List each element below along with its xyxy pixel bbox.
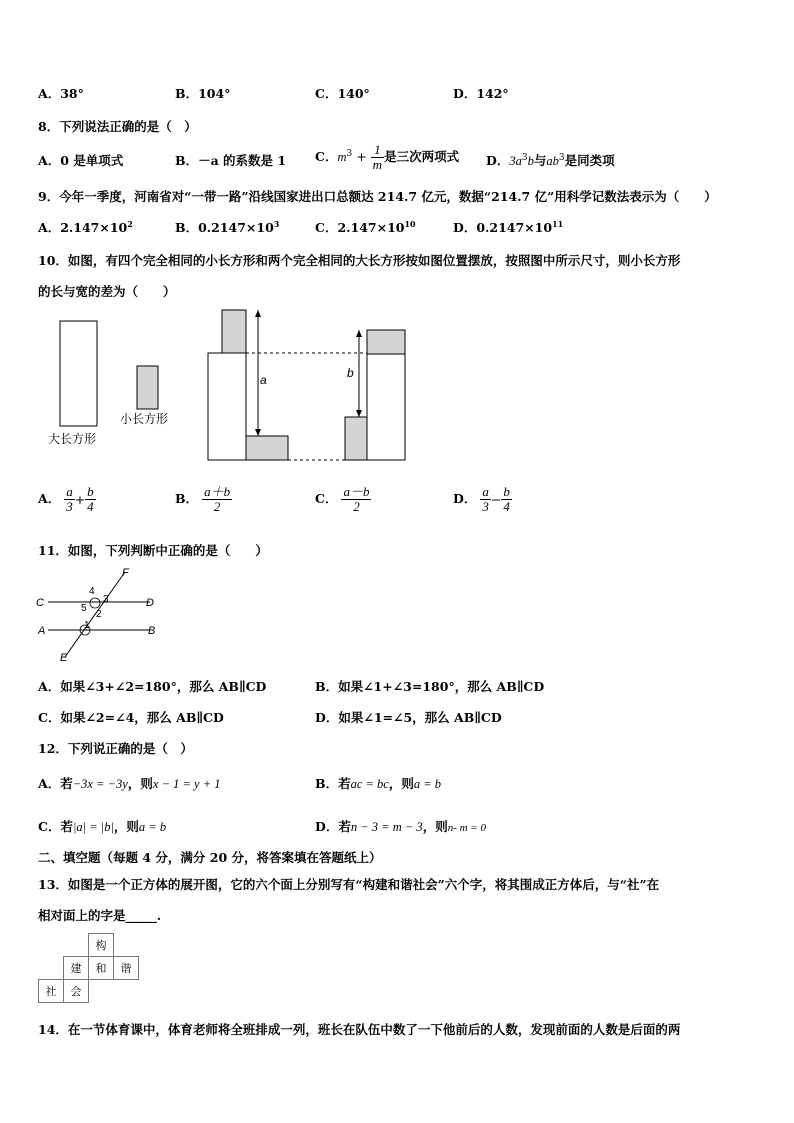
q9-option-c: C．$2.147\times 10^{10}$ — [315, 218, 416, 235]
q11-option-c: C．如果∠2=∠4，那么 AB∥CD — [38, 710, 224, 725]
label-E: E — [60, 652, 68, 664]
big-rectangle — [60, 321, 97, 426]
label-B: B — [148, 625, 156, 637]
q9-option-a: A．$2.147\times 10^2$ — [38, 218, 133, 235]
q10-option-d: D． $\frac{a}{3}$ − $\frac{b}{4}$ — [453, 484, 510, 514]
q8-option-d: D．$3a^3b$与$ab^3$是同类项 — [486, 152, 615, 168]
cube-face: 谐 — [114, 957, 139, 980]
small-rectangle-label: 小长方形 — [120, 412, 169, 426]
label-C: C — [36, 597, 44, 609]
q8-stem: 8．下列说法正确的是（ ） — [38, 119, 197, 134]
q10-stem-line1: 10．如图，有四个完全相同的小长方形和两个完全相同的大长方形按如图位置摆放，按照图中所示尺寸，则小长方形 — [38, 253, 681, 268]
q12-option-d: D．若n − 3 = m − 3，则n- m = 0 — [315, 819, 486, 834]
q8-option-c: C．$m^3$ + $\frac{1}{m}$ 是三次两项式 — [315, 142, 460, 172]
q12-option-b: B．若ac = bc，则a = b — [315, 776, 442, 791]
cube-net — [38, 933, 139, 1003]
angle-label-2: 2 — [96, 609, 102, 620]
q8-option-b: B．－a 的系数是 1 — [175, 153, 287, 168]
angle-label-4: 4 — [89, 586, 95, 597]
q10-option-b: B． $\frac{a+b}{2}$ — [175, 484, 231, 514]
small-rectangle — [137, 366, 158, 409]
q11-option-b: B．如果∠1+∠3=180°，那么 AB∥CD — [315, 679, 545, 694]
label-A: A — [38, 625, 46, 637]
cube-face: 会 — [64, 980, 89, 1003]
q9-option-b: B．$0.2147\times 10^3$ — [175, 218, 280, 235]
q8-option-a: A．0 是单项式 — [38, 153, 124, 168]
q12-option-c: C．若|a| = |b|，则a = b — [38, 819, 167, 834]
q7-option-d: D．142° — [453, 86, 509, 101]
q12-option-a: A．若−3x = −3y，则x − 1 = y + 1 — [38, 776, 221, 791]
cube-face: 和 — [89, 957, 114, 980]
q13-stem-line2: 相对面上的字是_____. — [38, 908, 162, 923]
dimension-b-label: b — [347, 366, 354, 380]
q12-stem: 12．下列说正确的是（ ） — [38, 741, 193, 756]
cube-face: 建 — [64, 957, 89, 980]
angle-label-3: 3 — [103, 594, 109, 605]
section-2-heading: 二、填空题（每题 4 分，满分 20 分，将答案填在答题纸上） — [38, 850, 382, 865]
q9-stem: 9．今年一季度，河南省对“一带一路”沿线国家进出口总额达 214.7 亿元，数据“214.7 亿”用科学记数法表示为（ ） — [38, 189, 717, 204]
q11-option-a: A．如果∠3+∠2=180°，那么 AB∥CD — [38, 679, 267, 694]
q9-option-d: D．$0.2147\times 10^{11}$ — [453, 218, 564, 235]
small-rect-top-left — [222, 310, 246, 353]
q7-option-b: B．104° — [175, 86, 231, 101]
q13-stem-line1: 13．如图是一个正方体的展开图，它的六个面上分别写有“构建和谐社会”六个字，将其围成正方体后，与“社”在 — [38, 877, 660, 892]
big-rectangle-label: 大长方形 — [48, 432, 97, 446]
q7-option-a: A．38° — [38, 86, 84, 101]
small-rect-top-right — [367, 330, 405, 354]
q10-option-c: C． $\frac{a-b}{2}$ — [315, 484, 370, 514]
q11-option-d: D．如果∠1=∠5，那么 AB∥CD — [315, 710, 502, 725]
q7-option-c: C．140° — [315, 86, 370, 101]
angle-label-1: 1 — [84, 620, 90, 631]
big-rect-right — [367, 354, 405, 460]
cube-face: 构 — [89, 934, 114, 957]
q11-stem: 11．如图，下列判断中正确的是（ ） — [38, 543, 268, 558]
q14-stem: 14．在一节体育课中，体育老师将全班排成一列，班长在队伍中数了一下他前后的人数，发现前面的人数是后面的两 — [38, 1022, 681, 1037]
q10-stem-line2: 的长与宽的差为（ ） — [38, 284, 176, 299]
q10-option-a: A． $\frac{a}{3}$ + $\frac{b}{4}$ — [38, 484, 94, 514]
big-rect-left — [208, 353, 246, 460]
q10-figure — [0, 300, 794, 470]
q11-figure — [30, 562, 170, 667]
label-F: F — [122, 567, 129, 579]
line-ef — [65, 572, 125, 657]
small-rect-bottom-right — [345, 417, 367, 460]
dimension-a-label: a — [260, 373, 267, 387]
angle-label-5: 5 — [81, 603, 87, 614]
cube-face: 社 — [39, 980, 64, 1003]
small-rect-bottom-left — [246, 436, 288, 460]
label-D: D — [146, 597, 154, 609]
